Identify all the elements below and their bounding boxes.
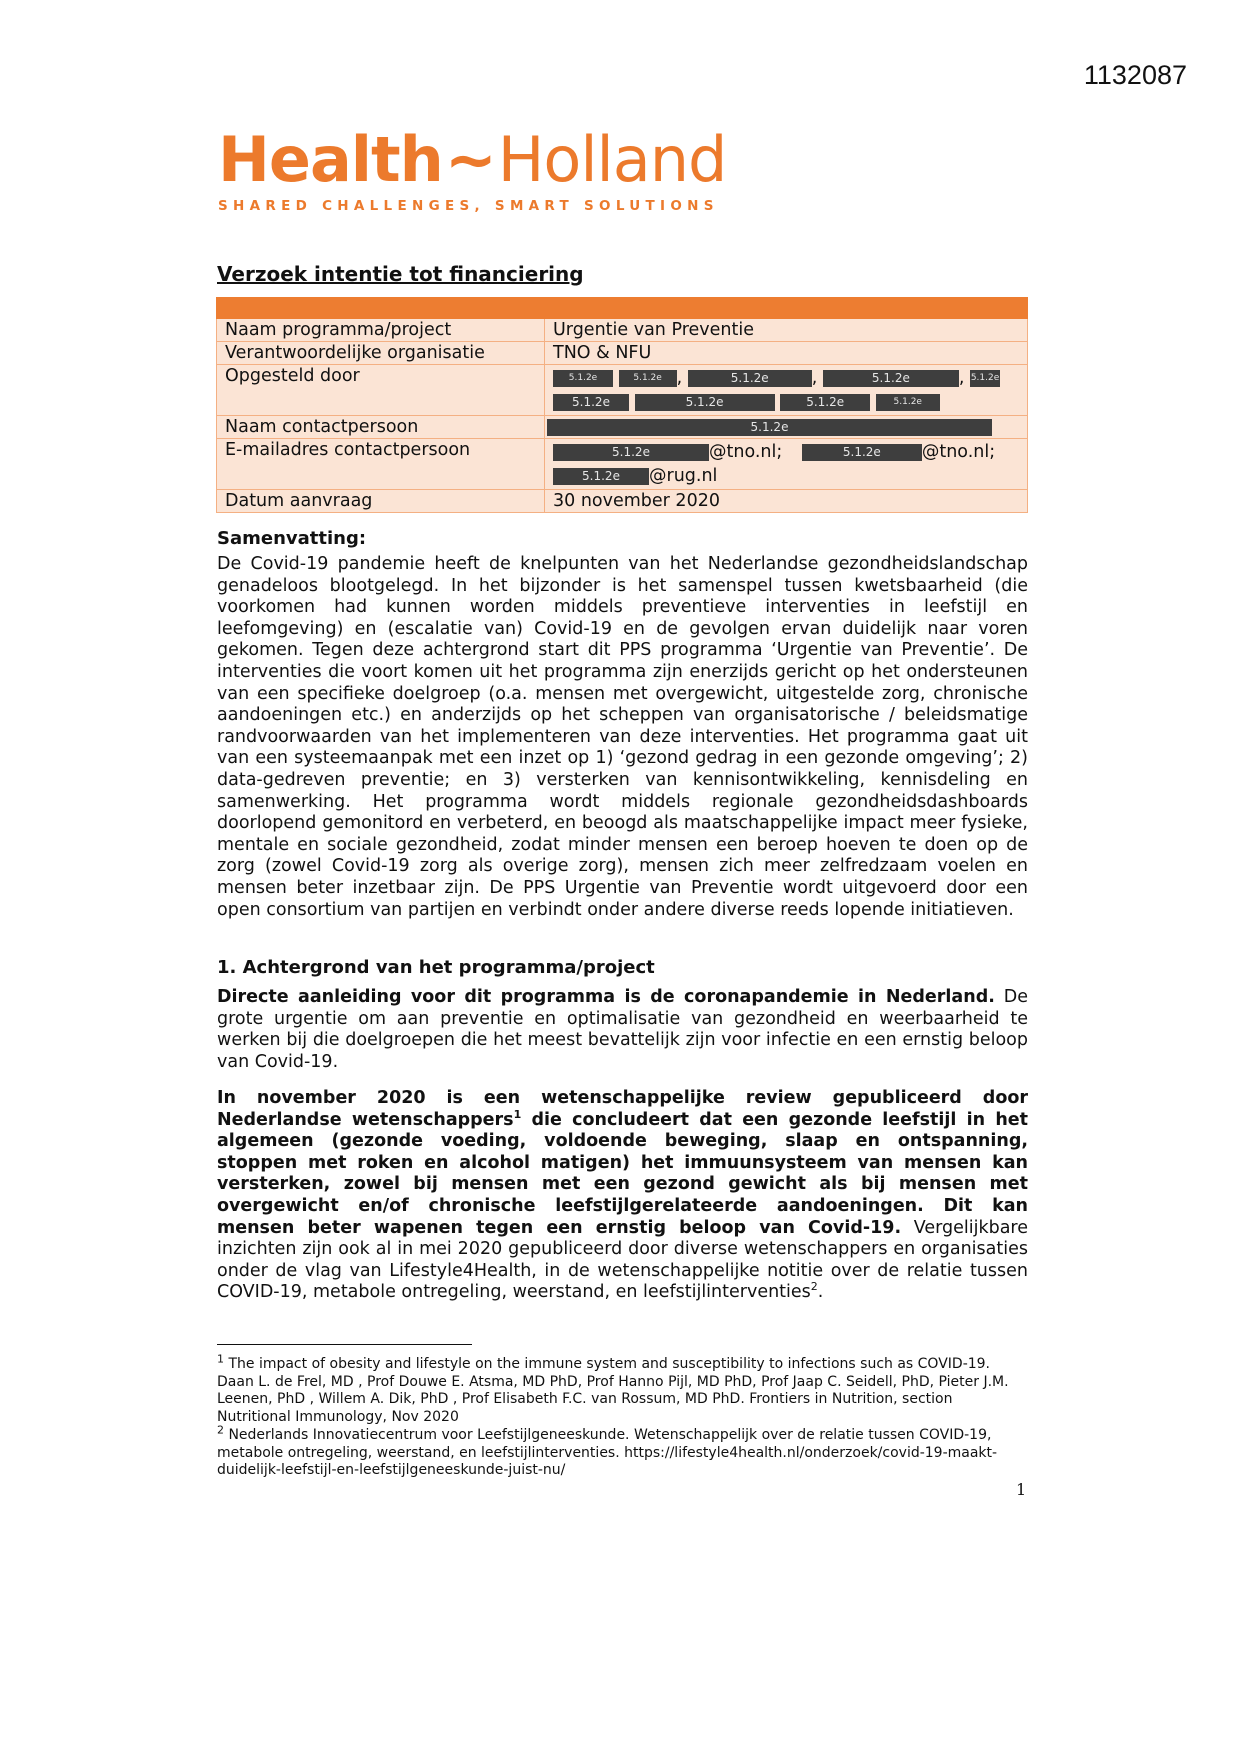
footnote-1: $^1$ The impact of obesity and lifestyle on the immune system and susceptibility to infections such as COVID-19. Daan L. de Frel, MD , Prof Douwe E. Atsma, MD PhD, Prof Hanno Pijl, MD PhD, Prof Jaap C. Seidell, PhD, Pieter J.M. Leenen, PhD , Willem A. Dik, PhD , Prof Elisabeth F.C. van Rossum, MD PhD. Frontiers in Nutrition, section Nutritional Immunology, Nov 2020 — [217, 1352, 1009, 1425]
redaction-box: 5.1.2e — [876, 394, 940, 411]
redaction-box: 5.1.2e — [553, 468, 649, 485]
redaction-box: 5.1.2e — [553, 370, 613, 387]
row-label: Datum aanvraag — [217, 490, 545, 513]
section1-paragraph-2: In november 2020 is een wetenschappelijke review gepubliceerd door Nederlandse wetenschappers$^1$ die concludeert dat een gezonde leefstijl in het algemeen (gezonde voeding, voldoende beweging, slaap en ontspanning, stoppen met roken en alcohol matigen) het immuunsysteem van mensen kan versterken, zowel bij mensen met een gezond gewicht als bij mensen met overgewicht en/of chronische leefstijlgerelateerde aandoeningen. Dit kan mensen beter wapenen tegen een ernstig beloop van Covid-19. Vergelijkbare inzichten zijn ook al in mei 2020 gepubliceerd door diverse wetenschappers en organisaties onder de vlag van Lifestyle4Health, in de wetenschappelijke notitie over de relatie tussen COVID-19, metabole ontregeling, weerstand, en leefstijlinterventies$^2$. — [217, 1088, 1029, 1303]
logo-tagline: SHARED CHALLENGES, SMART SOLUTIONS — [218, 198, 719, 214]
table-row — [217, 319, 1028, 342]
redaction-box: 5.1.2e — [547, 419, 992, 436]
table-row — [217, 490, 1028, 513]
document-number: 1132087 — [1083, 60, 1187, 90]
info-table-header — [217, 298, 1028, 319]
row-label: Opgesteld door — [217, 365, 545, 416]
row-label: Naam contactpersoon — [217, 416, 545, 439]
summary-heading: Samenvatting: — [217, 528, 367, 549]
summary-text: De Covid-19 pandemie heeft de knelpunten van het Nederlandse gezondheidslandschap genadeloos blootgelegd. In het bijzonder is het samenspel tussen kwetsbaarheid (die voorkomen had kunnen worden middels preventieve interventies in leefstijl en leefomgeving) en (escalatie van) Covid-19 en de gevolgen ervan duidelijk naar voren gekomen. Tegen deze achtergrond start dit PPS programma ‘Urgentie van Preventie’. De interventies die voort komen uit het programma zijn enerzijds gericht op het ondersteunen van een specifieke doelgroep (o.a. mensen met overgewicht, uitgestelde zorg, chronische aandoeningen etc.) en anderzijds op het scheppen van organisatorische / beleidsmatige randvoorwaarden van het implementeren van deze interventies. Het programma gaat uit van een systeemaanpak met een inzet op 1) ‘gezond gedrag in een gezonde omgeving’; 2) data-gedreven preventie; en 3) versterken van kennisontwikkeling, kennisdeling en samenwerking. Het programma wordt middels regionale gezondheidsdashboards doorlopend gemonitord en verbeterd, en beoogd als maatschappelijke impact meer fysieke, mentale en sociale gezondheid, zodat minder mensen een beroep hoeven te doen op de zorg (zowel Covid-19 zorg als overige zorg), mensen zich meer zelfredzaam voelen en mensen beter inzetbaar zijn. De PPS Urgentie van Preventie wordt uitgevoerd door een open consortium van partijen en verbindt onder andere diverse reeds lopende initiatieven. — [217, 554, 1028, 920]
document-title: Verzoek intentie tot financiering — [217, 262, 584, 286]
redaction-box: 5.1.2e — [780, 394, 870, 411]
table-row — [217, 365, 1028, 416]
redaction-box: 5.1.2e — [619, 370, 677, 387]
row-value: TNO & NFU — [545, 342, 1028, 365]
redaction-box: 5.1.2e — [553, 444, 709, 461]
row-label: Naam programma/project — [217, 319, 545, 342]
health-holland-logo — [218, 124, 738, 214]
table-row — [217, 416, 1028, 439]
redaction-box: 5.1.2e — [635, 394, 775, 411]
row-value: 30 november 2020 — [545, 490, 1028, 513]
section1-heading: 1. Achtergrond van het programma/project — [217, 957, 655, 978]
table-row — [217, 439, 1028, 490]
row-value: Urgentie van Preventie — [545, 319, 1028, 342]
emails-redacted: 5.1.2e @tno.nl; 5.1.2e @tno.nl; 5.1.2e @rug.nl — [545, 439, 1028, 490]
table-row — [217, 342, 1028, 365]
logo-wordmark: Health~Holland — [218, 123, 727, 196]
contact-redacted — [545, 416, 1028, 439]
row-label: E-mailadres contactpersoon — [217, 439, 545, 490]
section1-paragraph-1: Directe aanleiding voor dit programma is de coronapandemie in Nederland. De grote urgentie om aan preventie en optimalisatie van gezondheid en weerbaarheid te werken bij die doelgroepen die het meest bevattelijk zijn voor infectie en een ernstig beloop van Covid-19. — [217, 987, 1028, 1072]
footnote-2: $^2$ Nederlands Innovatiecentrum voor Leefstijlgeneeskunde. Wetenschappelijk over de relatie tussen COVID-19, metabole ontregeling, weerstand, en leefstijlinterventies. https://lifestyle4health.nl/onderzoek/covid-19-maakt-duidelijk-leefstijl-en-leefstijlgeneeskunde-juist-nu/ — [217, 1423, 998, 1478]
redaction-box: 5.1.2e — [688, 370, 812, 387]
authors-redacted: 5.1.2e 5.1.2e , 5.1.2e , 5.1.2e , 5.1.2e 5.1.2e 5.1.2e 5.1.2e 5.1.2e — [545, 365, 1028, 416]
row-label: Verantwoordelijke organisatie — [217, 342, 545, 365]
info-table — [216, 297, 1028, 513]
redaction-box: 5.1.2e — [802, 444, 922, 461]
redaction-box: 5.1.2e — [823, 370, 959, 387]
page-number: 1 — [1016, 1480, 1027, 1499]
redaction-box: 5.1.2e — [970, 370, 1000, 387]
redaction-box: 5.1.2e — [553, 394, 629, 411]
footnote-divider — [217, 1344, 472, 1345]
